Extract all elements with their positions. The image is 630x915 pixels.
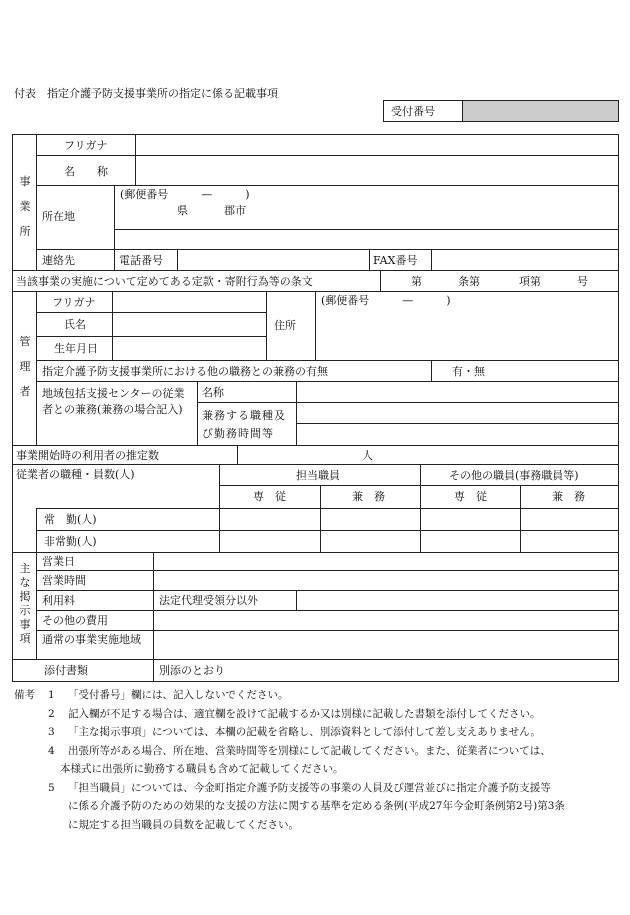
- note-text-cont: に規定する担当職員の員数を記載してください。: [68, 818, 299, 831]
- note-number: 2: [48, 707, 55, 720]
- staff-fulltime-label: 常 勤(人): [44, 513, 97, 526]
- posted-section-label: 主 な 掲 示 事 項: [19, 562, 31, 645]
- notes: [14, 686, 624, 834]
- note-text-cont: に係る介護予防のための効果的な支援の方法に関する基準を定める条例(平成27年今金町条例第2号)第3条: [68, 800, 565, 812]
- office-phone-field[interactable]: [178, 250, 368, 269]
- manager-yesno[interactable]: 有・無: [452, 365, 485, 378]
- posted-days-field[interactable]: [154, 553, 618, 570]
- manager-furigana-label: フリガナ: [52, 296, 96, 309]
- office-name-field[interactable]: [136, 156, 618, 185]
- note-number: 4: [48, 744, 55, 757]
- manager-birth-label: 生年月日: [54, 342, 98, 355]
- center-name-field[interactable]: [297, 382, 618, 402]
- posted-fee-note: 法定代理受領分以外: [159, 594, 258, 607]
- articles-label: 当該事業の実施について定めてある定款・寄附行為等の条文: [16, 275, 313, 288]
- manager-name-field[interactable]: [113, 313, 265, 336]
- manager-postal: (郵便番号 — ): [321, 294, 451, 307]
- note-text: 記入欄が不足する場合は、適宜欄を設けて記載するか又は別様に記載した書類を添付してください。: [68, 707, 541, 720]
- note-text: 「受付番号」欄には、記入しないでください。: [68, 689, 289, 701]
- notes-label: 備考: [14, 689, 35, 701]
- office-address-field[interactable]: [115, 186, 618, 229]
- form-title: 付表 指定介護予防支援事業所の指定に係る記載事項: [14, 87, 278, 100]
- manager-section-label: 管 理 者: [19, 335, 31, 398]
- posted-hours-field[interactable]: [154, 571, 618, 590]
- articles-dai: 第: [411, 275, 422, 288]
- note-text: 「担当職員」については、今金町指定介護予防支援等の事業の人員及び運営並びに指定介護予防支援等: [68, 781, 551, 794]
- staff-other-senju: 専 従: [454, 490, 487, 503]
- manager-address-field[interactable]: [316, 292, 618, 360]
- office-phone-label: 電話番号: [119, 254, 163, 267]
- manager-center-label: 地域包括支援センターの従業者との兼務(兼務の場合記入): [42, 387, 185, 416]
- manager-address-label: 住所: [274, 319, 296, 332]
- posted-days-label: 営業日: [42, 555, 75, 568]
- manager-furigana-field[interactable]: [113, 292, 265, 312]
- staff-tantou-kenmu: 兼 務: [352, 490, 385, 503]
- posted-fee-label: 利用料: [42, 594, 75, 607]
- staff-tantou-senju: 専 従: [253, 490, 286, 503]
- staff-tantou-header: 担当職員: [296, 469, 340, 482]
- staff-parttime-label: 非常勤(人): [44, 535, 97, 548]
- users-field[interactable]: [238, 446, 358, 463]
- office-postal: (郵便番号 — ): [120, 188, 250, 201]
- attach-label: 添付書類: [44, 664, 88, 677]
- office-pref: 県: [177, 204, 188, 217]
- office-fax-label: FAX番号: [373, 254, 418, 267]
- posted-area-field[interactable]: [154, 631, 618, 659]
- posted-othercost-field[interactable]: [154, 611, 618, 630]
- center-job-label: 兼務する職種及び勤務時間等: [202, 409, 286, 440]
- note-number: 5: [48, 781, 55, 794]
- receipt-label: 受付番号: [391, 105, 435, 118]
- center-job-field[interactable]: [297, 403, 618, 444]
- note-number: 1: [48, 689, 55, 701]
- office-furigana-field[interactable]: [136, 135, 618, 155]
- note-number: 3: [48, 726, 55, 738]
- center-name-label: 名称: [202, 386, 224, 399]
- posted-area-label: 通常の事業実施地域: [42, 633, 141, 646]
- staff-other-kenmu: 兼 務: [552, 490, 585, 503]
- office-section-label: 事 業 所: [19, 175, 31, 238]
- articles-kou: 項第: [519, 275, 541, 288]
- manager-name-label: 氏名: [64, 318, 86, 331]
- users-unit: 人: [362, 449, 373, 462]
- articles-gou: 号: [577, 275, 588, 288]
- receipt-number-field[interactable]: [463, 101, 618, 121]
- office-city: 郡市: [224, 204, 246, 217]
- staff-other-header: その他の職員(事務職員等): [449, 469, 579, 482]
- office-name-label: 名 称: [64, 165, 108, 178]
- posted-fee-field[interactable]: [297, 591, 618, 610]
- note-text: 「主な掲示事項」については、本欄の記載を省略し、別添資料として添付して差し支えありません。: [68, 726, 541, 738]
- staff-label: 従業者の職種・員数(人): [16, 468, 135, 481]
- manager-concurrent-label: 指定介護予防支援事業所における他の職務との兼務の有無: [42, 365, 328, 378]
- attach-value: 別添のとおり: [159, 664, 225, 677]
- office-fax-field[interactable]: [432, 250, 618, 269]
- articles-jou: 条第: [458, 275, 480, 288]
- posted-othercost-label: その他の費用: [42, 614, 108, 627]
- office-furigana-label: フリガナ: [64, 139, 108, 152]
- posted-hours-label: 営業時間: [42, 574, 86, 587]
- note-text-cont: 本様式に出張所に勤務する職員も含めて記載してください。: [60, 763, 344, 775]
- manager-birth-field[interactable]: [113, 337, 265, 360]
- note-text: 出張所等がある場合、所在地、営業時間等を別様にして記載してください。また、従業者については、: [68, 744, 551, 757]
- users-label: 事業開始時の利用者の推定数: [16, 449, 159, 462]
- office-address-label: 所在地: [42, 210, 75, 223]
- office-contact-label: 連絡先: [42, 254, 75, 267]
